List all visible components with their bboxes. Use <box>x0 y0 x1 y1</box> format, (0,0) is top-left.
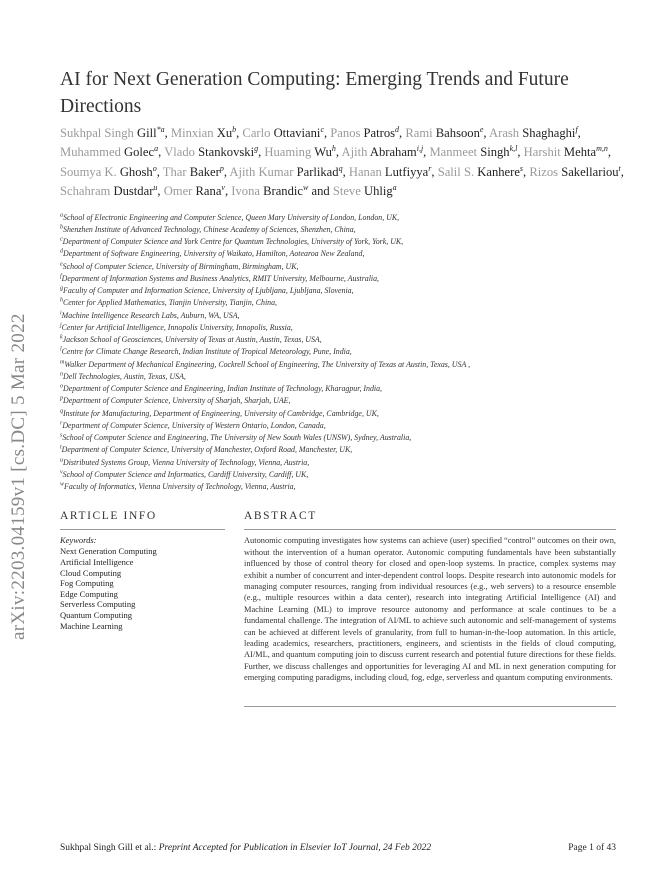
affiliation-mark: c <box>60 236 63 243</box>
author-last-name: Mehta <box>563 145 597 160</box>
author-first-name: Ajith <box>341 145 368 160</box>
affiliation-text: Department of Computer Science and York Centre for Quantum Technologies, University of York, York, UK, <box>62 237 404 247</box>
affiliation <box>60 310 625 322</box>
article-info <box>60 509 225 706</box>
author-affiliation-mark: a <box>392 183 397 193</box>
affiliation <box>60 432 625 444</box>
author-last-name: Ghosh <box>119 164 153 179</box>
author-first-name: Carlo <box>242 126 271 140</box>
author-last-name: Sakellariou <box>561 164 619 179</box>
affiliation-text: Department of Information Systems and Business Analytics, RMIT University, Melbourne, Australia, <box>61 273 380 283</box>
author-affiliation-mark: a <box>154 144 159 154</box>
abstract-heading: ABSTRACT <box>244 510 317 523</box>
affiliation <box>60 224 625 236</box>
keyword-list <box>60 546 225 631</box>
author-first-name: Soumya K. <box>60 164 117 179</box>
author <box>333 184 397 198</box>
affiliation-text: Center for Applied Mathematics, Tianjin University, Tianjin, China, <box>63 298 277 308</box>
keyword: Quantum Computing <box>60 609 133 620</box>
author-first-name: Muhammed <box>60 145 121 160</box>
divider <box>60 529 225 530</box>
author <box>60 184 157 198</box>
affiliation-mark: a <box>60 212 63 218</box>
abstract-text: Autonomic computing investigates how systems can achieve (user) specified “control” outcomes on their own, without the intervention of a human operator. Autonomic computing fundamentals have been substantially influenced by those of control theory for closed and open-loop systems. In practice, complex systems may exhibit a number of concurrent and inter-dependent control loops. Despite research into autonomic models for managing computer resources, ranging from individual resources (e.g., web servers) to a resource ensemble (e.g., multiple resources within a data center), research into integrating Artificial Intelligence (AI) and Machine Learning (ML) to improve resource autonomy and performance at scale continues to be a fundamental challenge. The integration of AI/ML to achieve such autonomic and self-management of systems can be achieved at different levels of granularity, from full to human-in-the-loop automation. In this article, leading academics, researchers, practitioners, engineers, and scientists in the fields of cloud computing, AI/ML, and quantum computing join to discuss current research and potential future directions for these fields. Further, we discuss challenges and opportunities for leveraging AI and ML in next generation computing for emerging computing paradigms, including cloud, fog, edge, serverless and quantum computing environments. <box>244 536 616 683</box>
paper-title: AI for Next Generation Computing: Emerging Trends and Future Directions <box>60 69 569 117</box>
affiliation-mark: h <box>60 297 63 304</box>
author <box>231 184 308 198</box>
affiliation-text: Dell Technologies, Austin, Texas, USA, <box>63 371 186 381</box>
author-last-name: Gill <box>136 126 157 140</box>
author-first-name: Sukhpal Singh <box>60 126 134 140</box>
author <box>242 126 324 140</box>
author-first-name: Steve <box>332 184 361 199</box>
author-last-name: Golec <box>124 145 155 160</box>
author-first-name: Minxian <box>170 126 214 140</box>
affiliation <box>60 371 625 383</box>
author-last-name: Shaghaghi <box>522 126 576 140</box>
author-last-name: Ottaviani <box>273 126 321 140</box>
affiliation <box>60 273 625 285</box>
author <box>342 145 424 159</box>
author-affiliation-mark: f <box>575 124 578 134</box>
affiliation-mark: m <box>60 359 65 365</box>
affiliation-text: School of Electronic Engineering and Computer Science, Queen Mary University of London, London, UK, <box>63 212 400 222</box>
author <box>229 165 342 179</box>
affiliation-mark: e <box>60 261 63 267</box>
author-affiliation-mark: c <box>320 124 324 134</box>
affiliation-mark: v <box>60 469 63 476</box>
affiliation-text: Centre for Climate Change Research, Indian Institute of Tropical Meteorology, Pune, India, <box>61 347 352 357</box>
affiliation-text: School of Computer Science and Engineering, The University of New South Wales (UNSW), Sydney, Australia, <box>62 433 412 443</box>
affiliation <box>60 395 625 407</box>
author <box>405 126 483 140</box>
affiliation-mark: d <box>60 248 63 255</box>
author <box>349 165 432 179</box>
affiliation-mark: o <box>60 383 63 390</box>
author <box>163 165 224 179</box>
affiliation <box>60 285 625 297</box>
keyword: Cloud Computing <box>60 567 122 578</box>
author-affiliation-mark: p <box>219 163 224 173</box>
affiliation-text: Department of Software Engineering, University of Waikato, Hamilton, Aotearoa New Zealand, <box>63 249 365 259</box>
abstract-section <box>244 509 616 706</box>
affiliation-text: Institute for Manufacturing, Department of Engineering, University of Cambridge, Cambridge, UK, <box>63 408 379 418</box>
affiliation <box>60 444 625 456</box>
author-first-name: Ivona <box>231 184 260 199</box>
affiliation-mark: f <box>60 273 62 280</box>
affiliation-mark: l <box>60 346 62 353</box>
affiliation-text: Shenzhen Institute of Advanced Technology, Chinese Academy of Sciences, Shenzhen, China, <box>63 224 356 234</box>
author-affiliation-mark: k,l <box>509 144 518 154</box>
affiliation-text: Department of Computer Science, University of Manchester, Oxford Road, Manchester, UK, <box>61 445 353 455</box>
affiliation-mark: s <box>60 432 63 439</box>
affiliation-mark: k <box>60 334 63 341</box>
article-info-heading: ARTICLE INFO <box>60 510 157 523</box>
author-first-name: Thar <box>162 164 187 179</box>
author-affiliation-mark: m,n <box>596 144 608 154</box>
author-first-name: Rizos <box>529 164 559 179</box>
affiliation-mark: n <box>60 371 63 378</box>
author-affiliation-mark: *a <box>156 124 165 134</box>
affiliation <box>60 420 625 432</box>
footer-citation <box>60 842 431 854</box>
author-last-name: Bahsoon <box>435 126 480 140</box>
author-last-name: Rana <box>195 184 222 199</box>
keyword: Next Generation Computing <box>60 546 157 557</box>
affiliation <box>60 236 625 248</box>
author-affiliation-mark: r <box>428 163 432 173</box>
affiliation-mark: g <box>60 285 63 292</box>
affiliation <box>60 383 625 395</box>
affiliation <box>60 457 625 469</box>
author-affiliation-mark: v <box>221 183 225 193</box>
author-last-name: Brandic <box>263 184 303 199</box>
author <box>489 126 578 140</box>
author-first-name: Vlado <box>164 145 195 160</box>
affiliation-text: Faculty of Computer and Information Science, University of Ljubljana, Ljubljana, Slovenia, <box>63 286 354 296</box>
keyword: Serverless Computing <box>60 599 136 610</box>
affiliation-text: Machine Intelligence Research Labs, Auburn, WA, USA, <box>61 310 240 320</box>
paper-front-matter <box>60 66 625 707</box>
author-affiliation-mark: b <box>232 124 237 134</box>
affiliation-mark: w <box>60 481 65 488</box>
author-last-name: Xu <box>216 126 233 140</box>
author-first-name: Arash <box>489 126 520 140</box>
author-affiliation-mark: e <box>479 124 484 134</box>
divider <box>244 529 616 530</box>
author <box>524 145 608 159</box>
affiliation-text: School of Computer Science and Informatics, Cardiff University, Cardiff, UK, <box>62 469 309 479</box>
author <box>330 126 399 140</box>
page-footer <box>60 842 616 854</box>
author <box>60 126 165 140</box>
author-affiliation-mark: q <box>338 163 343 173</box>
affiliation <box>60 359 625 371</box>
author-first-name: Huaming <box>264 145 312 160</box>
affiliation-mark: b <box>60 224 63 231</box>
author-affiliation-mark: u <box>153 183 158 193</box>
author <box>264 145 335 159</box>
footer-author: Sukhpal Singh Gill et al.: <box>60 843 157 853</box>
affiliation <box>60 261 625 273</box>
author-affiliation-mark: i,j <box>416 144 424 154</box>
keyword: Machine Learning <box>60 620 123 631</box>
affiliation-list <box>60 212 625 494</box>
author-last-name: Parlikad <box>296 164 339 179</box>
keyword: Fog Computing <box>60 578 114 589</box>
author-last-name: Baker <box>189 164 220 179</box>
arxiv-identifier[interactable]: arXiv:2203.04159v1 [cs.DC] 5 Mar 2022 <box>8 313 29 640</box>
author <box>429 145 517 159</box>
author-first-name: Manmeet <box>429 145 478 160</box>
author-last-name: Abraham <box>369 145 417 160</box>
affiliation <box>60 212 625 224</box>
affiliation-mark: q <box>60 408 63 414</box>
author <box>164 184 225 198</box>
author-first-name: Ajith Kumar <box>229 164 294 179</box>
author <box>60 145 158 159</box>
author <box>529 165 620 179</box>
author-first-name: Rami <box>405 126 433 140</box>
author-affiliation-mark: h <box>331 144 336 154</box>
affiliation-text: Department of Computer Science, University of Sharjah, Sharjah, UAE, <box>63 396 291 406</box>
affiliation-mark: r <box>60 420 63 427</box>
author-affiliation-mark: g <box>254 144 259 154</box>
author-last-name: Singh <box>480 145 510 160</box>
info-abstract-row <box>60 509 625 706</box>
author-affiliation-mark: t <box>618 163 621 173</box>
author-last-name: Stankovski <box>198 145 255 160</box>
affiliation <box>60 469 625 481</box>
author <box>438 165 523 179</box>
keyword: Artificial Intelligence <box>60 556 134 567</box>
affiliation-text: Center for Artificial Intelligence, Innopolis University, Innopolis, Russia, <box>61 322 293 332</box>
keywords-label: Keywords: <box>60 535 97 546</box>
affiliation-text: School of Computer Science, University of Birmingham, Birmingham, UK, <box>62 261 299 271</box>
affiliation <box>60 481 625 493</box>
keyword: Edge Computing <box>60 588 118 599</box>
author <box>60 165 157 179</box>
affiliation <box>60 346 625 358</box>
author-first-name: Harshit <box>523 145 561 160</box>
author-last-name: Patros <box>363 126 396 140</box>
divider <box>244 706 616 707</box>
affiliation <box>60 322 625 334</box>
author-first-name: Salil S. <box>437 164 475 179</box>
author-affiliation-mark: w <box>303 183 309 193</box>
affiliation-text: Department of Computer Science and Engineering, Indian Institute of Technology, Kharagpur, India, <box>63 384 383 394</box>
affiliation-mark: i <box>60 310 62 316</box>
author-affiliation-mark: s <box>519 163 524 173</box>
affiliation <box>60 297 625 309</box>
author-last-name: Lutfiyya <box>384 164 429 179</box>
footer-venue: Preprint Accepted for Publication in Elsevier IoT Journal, 24 Feb 2022 <box>158 843 432 853</box>
author-last-name: Dustdar <box>113 184 154 199</box>
affiliation-text: Distributed Systems Group, Vienna University of Technology, Vienna, Austria, <box>63 457 310 467</box>
author-affiliation-mark: o <box>152 163 157 173</box>
author-first-name: Panos <box>330 126 361 140</box>
affiliation-text: Walker Department of Mechanical Engineering, Cockrell School of Engineering, The University of Texas at Austin, Texas, USA , <box>64 359 471 369</box>
affiliation <box>60 334 625 346</box>
author-first-name: Omer <box>163 184 193 199</box>
author-list: Sukhpal Singh Gill$^{*a}$, Minxian Xu$^b$, Carlo Ottaviani$^c$, Panos Patros$^d$, Rami Bahsoon$^e$, Arash Shaghaghi$^f$, Muhammed Golec$^a$, Vlado Stankovski$^g$, Huaming Wu$^h$, Ajith Abraham$^{i,j}$, Manmeet Singh$^{k,l}$, Harshit Mehta$^{m,n}$, Soumya K. Ghosh$^o$, Thar Baker$^p$, Ajith Kumar Parlikad$^q$, Hanan Lutfiyya$^r$, Salil S. Kanhere$^s$, Rizos Sakellariou$^t$, Schahram Dustdar$^u$, Omer Rana$^v$, Ivona Brandic$^w$ and Steve Uhlig$^a$ <box>60 124 624 199</box>
author-first-name: Schahram <box>60 184 111 199</box>
author-affiliation-mark: d <box>395 124 400 134</box>
affiliation <box>60 248 625 260</box>
affiliation-mark: j <box>60 322 62 329</box>
page-number: Page 1 of 43 <box>568 843 616 853</box>
affiliation-mark: u <box>60 457 63 463</box>
affiliation-text: Jackson School of Geosciences, University of Texas at Austin, Austin, Texas, USA, <box>62 335 322 345</box>
author <box>171 126 236 140</box>
author-last-name: Kanhere <box>477 164 520 179</box>
author-last-name: Uhlig <box>363 184 393 199</box>
author-first-name: Hanan <box>348 164 382 179</box>
author-last-name: Wu <box>314 145 332 160</box>
affiliation-mark: t <box>60 444 62 451</box>
affiliation-mark: p <box>60 395 63 402</box>
affiliation-text: Department of Computer Science, University of Western Ontario, London, Canada, <box>62 420 326 430</box>
author <box>164 145 258 159</box>
affiliation <box>60 408 625 420</box>
and-conjunction: and <box>311 184 330 199</box>
affiliation-text: Faculty of Informatics, Vienna University of Technology, Vienna, Austria, <box>64 482 296 492</box>
